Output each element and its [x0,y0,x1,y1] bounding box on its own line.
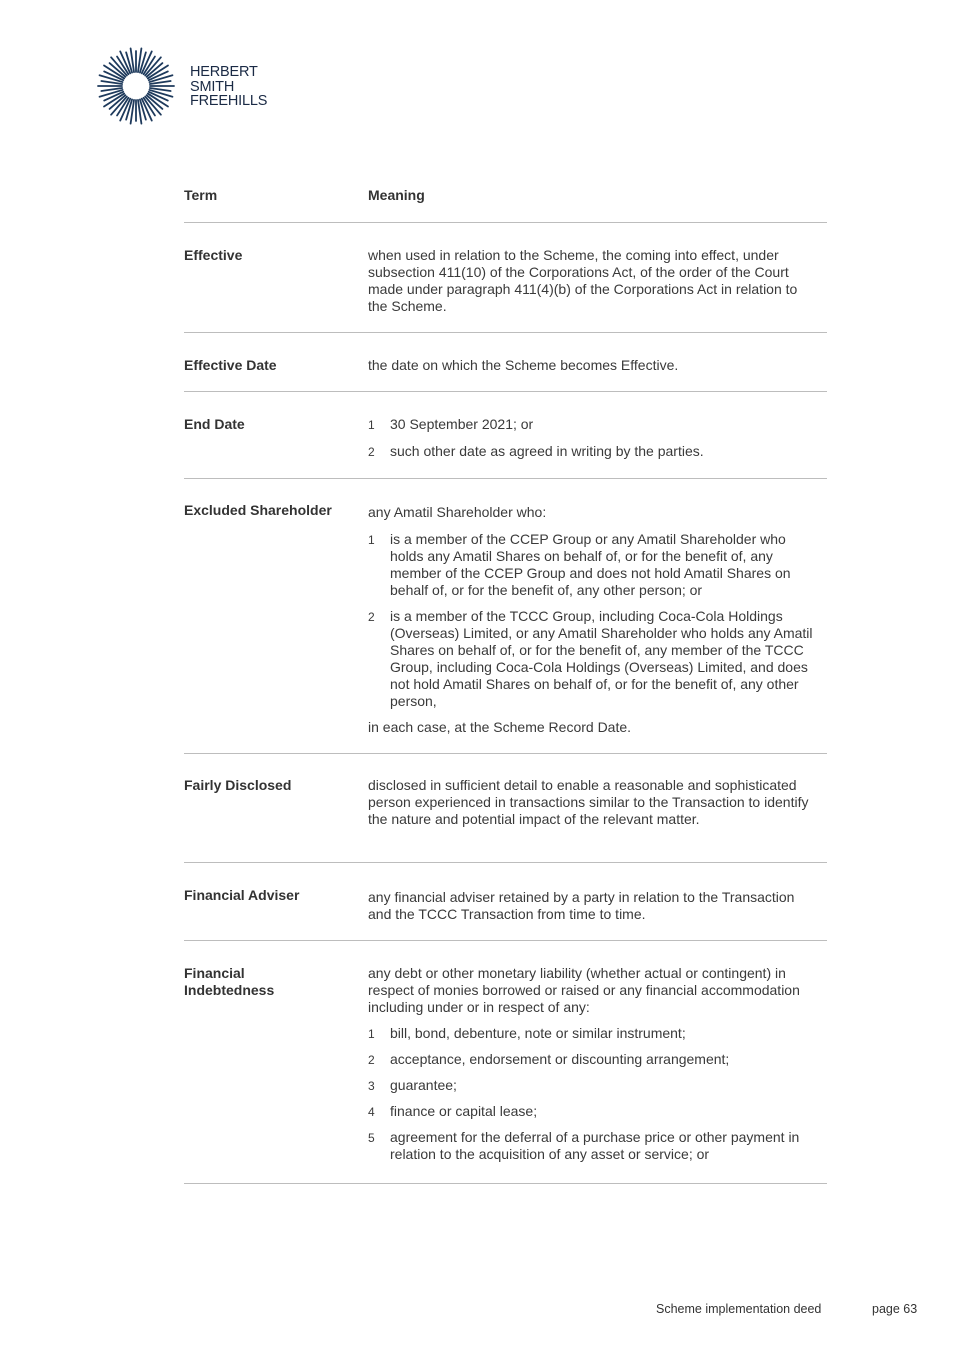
list-number: 1 [368,418,375,432]
sunburst-logo-icon [96,46,176,126]
column-header-meaning: Meaning [368,187,425,203]
meaning-outro: in each case, at the Scheme Record Date. [368,719,632,735]
list-text: is a member of the CCEP Group or any Amatil Shareholder who holds any Amatil Shares on behalf of, or for the benefit of, any member of the CCEP Group and does not hold Amatil Shares on behalf of, or for the benefit of, any other person; or [390,531,791,598]
logo-wordmark [190,65,267,109]
list-text: guarantee; [390,1077,457,1093]
list-item [368,1129,813,1163]
meaning-paragraph: the date on which the Scheme becomes Effective. [368,357,679,373]
term-label: Financial Adviser [184,887,300,903]
term-label: Effective [184,247,243,263]
list-item [368,1077,813,1094]
meaning-paragraph: disclosed in sufficient detail to enable a reasonable and sophisticated person experienced in transactions similar to the Transaction to identify the nature and potential impact of the relevant matter. [368,777,809,827]
list-number: 1 [368,533,375,547]
divider [184,753,827,754]
list-item [368,1103,813,1120]
logo-line-1: HERBERT [190,64,258,80]
divider [184,862,827,863]
list-number: 1 [368,1027,375,1041]
column-header-term: Term [184,187,218,203]
term-label: End Date [184,416,245,432]
term-label-line-1: Financial [184,965,245,981]
list-number: 5 [368,1131,375,1145]
meaning-intro: any Amatil Shareholder who: [368,504,547,520]
logo-line-3: FREEHILLS [190,93,268,109]
list-item [368,1025,813,1042]
list-item [368,1051,813,1068]
list-item [368,416,813,433]
divider [184,1183,827,1184]
term-label: Excluded Shareholder [184,502,332,518]
divider [184,940,827,941]
meaning-paragraph: any financial adviser retained by a party in relation to the Transaction and the TCCC Transaction from time to time. [368,889,795,922]
list-text: such other date as agreed in writing by the parties. [390,443,704,459]
divider [184,222,827,223]
footer-page-number: page 63 [872,1302,918,1316]
list-text: finance or capital lease; [390,1103,538,1119]
term-label-line-2: Indebtedness [184,982,275,998]
list-text: agreement for the deferral of a purchase price or other payment in relation to the acquisition of any asset or service; or [390,1129,800,1162]
list-number: 2 [368,610,375,624]
meaning-text [368,416,813,460]
list-number: 2 [368,1053,375,1067]
meaning-text [368,889,813,923]
list-text: acceptance, endorsement or discounting arrangement; [390,1051,730,1067]
list-item [368,531,813,599]
divider [184,332,827,333]
list-text: bill, bond, debenture, note or similar instrument; [390,1025,686,1041]
list-item [368,443,813,460]
list-number: 2 [368,445,375,459]
footer-document-title: Scheme implementation deed [656,1302,822,1316]
logo-line-2: SMITH [190,78,235,95]
meaning-text [368,504,813,736]
company-logo [96,46,276,128]
term-label [184,965,354,999]
meaning-paragraph: when used in relation to the Scheme, the coming into effect, under subsection 411(10) of the Corporations Act, of the order of the Court made under paragraph 411(4)(b) of the Corporations Act in relation to the Scheme. [368,247,798,314]
list-text: 30 September 2021; or [390,416,534,432]
divider [184,478,827,479]
meaning-intro: any debt or other monetary liability (whether actual or contingent) in respect of monies borrowed or raised or any financial accommodation including under or in respect of any: [368,965,800,1015]
divider [184,391,827,392]
meaning-text [368,247,813,315]
term-label: Fairly Disclosed [184,777,292,793]
term-label: Effective Date [184,357,277,373]
meaning-text [368,357,813,374]
list-item [368,608,813,710]
list-number: 3 [368,1079,375,1093]
list-number: 4 [368,1105,375,1119]
meaning-text [368,965,813,1163]
list-text: is a member of the TCCC Group, including Coca-Cola Holdings (Overseas) Limited, or any Amatil Shareholder who holds any Amatil Shares on behalf of, or for the benefit of, any member of the TCCC Group, including Coca-Cola Holdings (Overseas) Limited, and does not hold Amatil Shares on behalf of, or for the benefit of, any other person, [390,608,813,709]
meaning-text [368,777,813,828]
